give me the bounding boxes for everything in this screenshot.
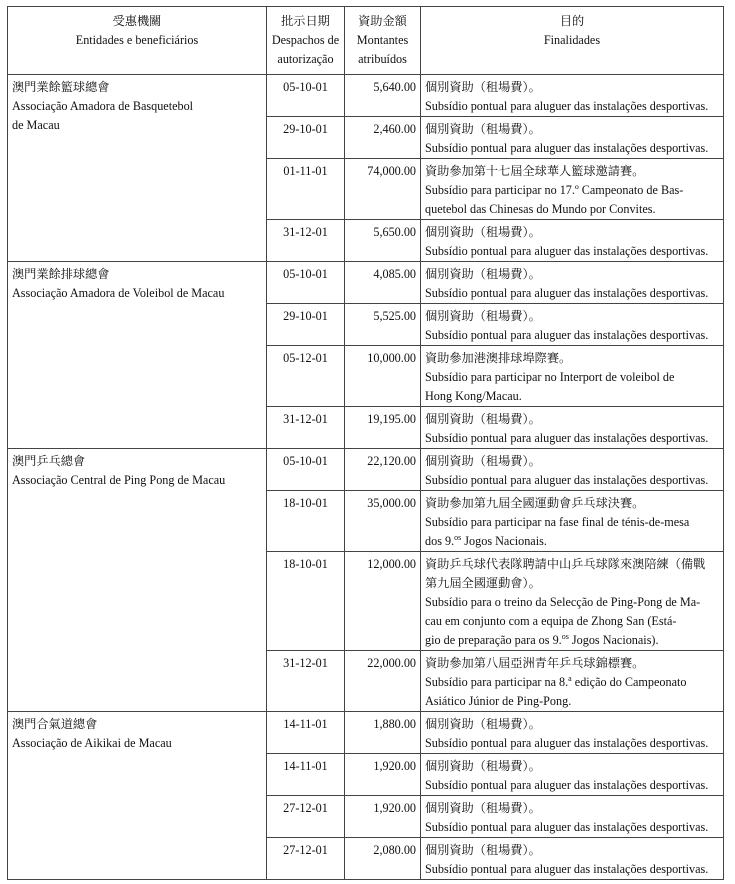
purpose-pt-3b: Jogos Nacionais). — [568, 633, 659, 647]
date-cell: 18-10-01 — [267, 491, 345, 552]
date-cell: 05-10-01 — [267, 449, 345, 491]
header-purpose — [421, 7, 724, 75]
purpose-cell — [421, 651, 724, 712]
entity-pt-1: Associação Amadora de Basquetebol — [12, 99, 194, 113]
table-row — [8, 449, 724, 491]
date-cell: 29-10-01 — [267, 304, 345, 346]
header-date-zh: 批示日期 — [281, 14, 330, 28]
purpose-pt-3a: gio de preparação para os 9. — [425, 633, 562, 647]
purpose-cell — [421, 346, 724, 407]
amount-cell: 10,000.00 — [345, 346, 421, 407]
purpose-pt-1a: Subsídio para participar na 8. — [425, 675, 569, 689]
purpose-zh: 個別資助（租場費）。 — [425, 412, 541, 426]
purpose-pt-2 — [425, 532, 720, 551]
entity-zh: 澳門業餘籃球總會 — [12, 80, 110, 94]
table-row — [8, 262, 724, 304]
purpose-zh: 個別資助（租場費）。 — [425, 122, 541, 136]
entity-zh: 澳門業餘排球總會 — [12, 267, 110, 281]
purpose-pt-1b: edição do Campeonato — [571, 675, 687, 689]
purpose-pt-2: Hong Kong/Macau. — [425, 389, 522, 403]
purpose-zh: 個別資助（租場費）。 — [425, 717, 541, 731]
purpose-pt: Subsídio pontual para aluguer das instalações desportivas. — [425, 244, 709, 258]
entity-cell-basketball — [8, 75, 267, 262]
purpose-pt-2a: dos 9. — [425, 534, 455, 548]
purpose-pt: Subsídio pontual para aluguer das instalações desportivas. — [425, 431, 709, 445]
date-cell: 05-10-01 — [267, 262, 345, 304]
table-row — [8, 75, 724, 117]
date-cell: 05-10-01 — [267, 75, 345, 117]
purpose-cell — [421, 552, 724, 651]
purpose-pt: Subsídio pontual para aluguer das instalações desportivas. — [425, 286, 709, 300]
purpose-zh: 個別資助（租場費）。 — [425, 759, 541, 773]
purpose-pt: Subsídio pontual para aluguer das instalações desportivas. — [425, 736, 709, 750]
amount-cell: 1,880.00 — [345, 712, 421, 754]
amount-cell: 5,650.00 — [345, 220, 421, 262]
entity-zh: 澳門乒乓總會 — [12, 454, 86, 468]
entity-cell-aikikai — [8, 712, 267, 880]
purpose-cell — [421, 117, 724, 159]
purpose-cell — [421, 491, 724, 552]
purpose-cell — [421, 838, 724, 880]
purpose-pt-2b: Jogos Nacionais. — [461, 534, 547, 548]
entity-pt-2: de Macau — [12, 118, 60, 132]
purpose-zh: 個別資助（租場費）。 — [425, 267, 541, 281]
header-purpose-pt: Finalidades — [543, 33, 601, 47]
table-header-row — [8, 7, 724, 75]
header-date-pt-1: Despachos de — [271, 33, 340, 47]
amount-cell: 74,000.00 — [345, 159, 421, 220]
purpose-pt: Subsídio pontual para aluguer das instalações desportivas. — [425, 473, 709, 487]
entity-pt-1: Associação Central de Ping Pong de Macau — [12, 473, 226, 487]
entity-pt-1: Associação de Aikikai de Macau — [12, 736, 172, 750]
purpose-zh: 資助參加第十七屆全球華人籃球邀請賽。 — [425, 164, 645, 178]
date-cell: 01-11-01 — [267, 159, 345, 220]
purpose-pt: Subsídio pontual para aluguer das instalações desportivas. — [425, 328, 709, 342]
amount-cell: 2,080.00 — [345, 838, 421, 880]
purpose-pt: Subsídio pontual para aluguer das instalações desportivas. — [425, 99, 709, 113]
date-cell: 27-12-01 — [267, 838, 345, 880]
purpose-cell — [421, 75, 724, 117]
purpose-zh: 資助參加港澳排球埠際賽。 — [425, 351, 572, 365]
amount-cell: 19,195.00 — [345, 407, 421, 449]
purpose-pt-1: Subsídio para participar no Interport de voleibol de — [425, 370, 675, 384]
amount-cell: 5,640.00 — [345, 75, 421, 117]
header-date-pt-2: autorização — [277, 52, 334, 66]
purpose-cell — [421, 449, 724, 491]
purpose-zh: 個別資助（租場費）。 — [425, 454, 541, 468]
amount-cell: 4,085.00 — [345, 262, 421, 304]
header-entity-zh: 受惠機關 — [112, 14, 162, 28]
header-date — [267, 7, 345, 75]
purpose-cell — [421, 304, 724, 346]
ordinal-sup: os — [454, 533, 462, 542]
header-amount-zh: 資助金額 — [358, 14, 407, 28]
date-cell: 31-12-01 — [267, 220, 345, 262]
subsidy-table — [7, 6, 724, 880]
purpose-pt: Subsídio pontual para aluguer das instalações desportivas. — [425, 862, 709, 876]
date-cell: 29-10-01 — [267, 117, 345, 159]
header-entity — [8, 7, 267, 75]
date-cell: 14-11-01 — [267, 712, 345, 754]
entity-cell-ping-pong — [8, 449, 267, 712]
date-cell: 31-12-01 — [267, 407, 345, 449]
purpose-cell — [421, 220, 724, 262]
purpose-pt-2: quetebol das Chinesas do Mundo por Convites. — [425, 202, 656, 216]
amount-cell: 1,920.00 — [345, 796, 421, 838]
amount-cell: 35,000.00 — [345, 491, 421, 552]
header-amount — [345, 7, 421, 75]
purpose-pt-1: Subsídio para participar no 17.º Campeonato de Bas- — [425, 183, 684, 197]
purpose-zh: 個別資助（租場費）。 — [425, 225, 541, 239]
purpose-pt: Subsídio pontual para aluguer das instalações desportivas. — [425, 778, 709, 792]
amount-cell: 2,460.00 — [345, 117, 421, 159]
purpose-zh: 資助參加第九屆全國運動會乒乓球決賽。 — [425, 496, 645, 510]
date-cell: 05-12-01 — [267, 346, 345, 407]
amount-cell: 12,000.00 — [345, 552, 421, 651]
ordinal-sup: a — [568, 674, 572, 683]
amount-cell: 5,525.00 — [345, 304, 421, 346]
purpose-cell — [421, 262, 724, 304]
purpose-pt-1 — [425, 673, 720, 692]
purpose-zh: 資助參加第八屆亞洲青年乒乓球錦標賽。 — [425, 656, 645, 670]
header-purpose-zh: 目的 — [559, 14, 585, 28]
ordinal-sup: os — [561, 632, 569, 641]
entity-pt-1: Associação Amadora de Voleibol de Macau — [12, 286, 225, 300]
purpose-zh: 個別資助（租場費）。 — [425, 80, 541, 94]
purpose-cell — [421, 407, 724, 449]
amount-cell: 22,000.00 — [345, 651, 421, 712]
amount-cell: 1,920.00 — [345, 754, 421, 796]
purpose-zh: 個別資助（租場費）。 — [425, 801, 541, 815]
purpose-pt-1: Subsídio para participar na fase final de ténis-de-mesa — [425, 515, 690, 529]
purpose-pt-2: Asiático Júnior de Ping-Pong. — [425, 694, 572, 708]
amount-cell: 22,120.00 — [345, 449, 421, 491]
header-entity-pt: Entidades e beneficiários — [75, 33, 199, 47]
purpose-cell — [421, 159, 724, 220]
date-cell: 31-12-01 — [267, 651, 345, 712]
table-row — [8, 712, 724, 754]
date-cell: 14-11-01 — [267, 754, 345, 796]
purpose-cell — [421, 754, 724, 796]
purpose-pt: Subsídio pontual para aluguer das instalações desportivas. — [425, 141, 709, 155]
purpose-pt-2: cau em conjunto com a equipa de Zhong San (Está- — [425, 614, 677, 628]
purpose-cell — [421, 796, 724, 838]
entity-cell-volleyball — [8, 262, 267, 449]
purpose-pt-1: Subsídio para o treino da Selecção de Ping-Pong de Ma- — [425, 595, 701, 609]
header-amount-pt-2: atribuídos — [358, 52, 407, 66]
purpose-cell — [421, 712, 724, 754]
date-cell: 27-12-01 — [267, 796, 345, 838]
purpose-zh: 個別資助（租場費）。 — [425, 309, 541, 323]
purpose-zh-2: 第九屆全國運動會）。 — [425, 576, 541, 590]
date-cell: 18-10-01 — [267, 552, 345, 651]
entity-zh: 澳門合氣道總會 — [12, 717, 98, 731]
purpose-zh-1: 資助乒乓球代表隊聘請中山乒乓球隊來澳陪練（備戰 — [425, 557, 706, 571]
header-amount-pt-1: Montantes — [356, 33, 409, 47]
subsidy-table-page — [7, 6, 723, 876]
purpose-zh: 個別資助（租場費）。 — [425, 843, 541, 857]
purpose-pt-3 — [425, 631, 720, 650]
purpose-pt: Subsídio pontual para aluguer das instalações desportivas. — [425, 820, 709, 834]
